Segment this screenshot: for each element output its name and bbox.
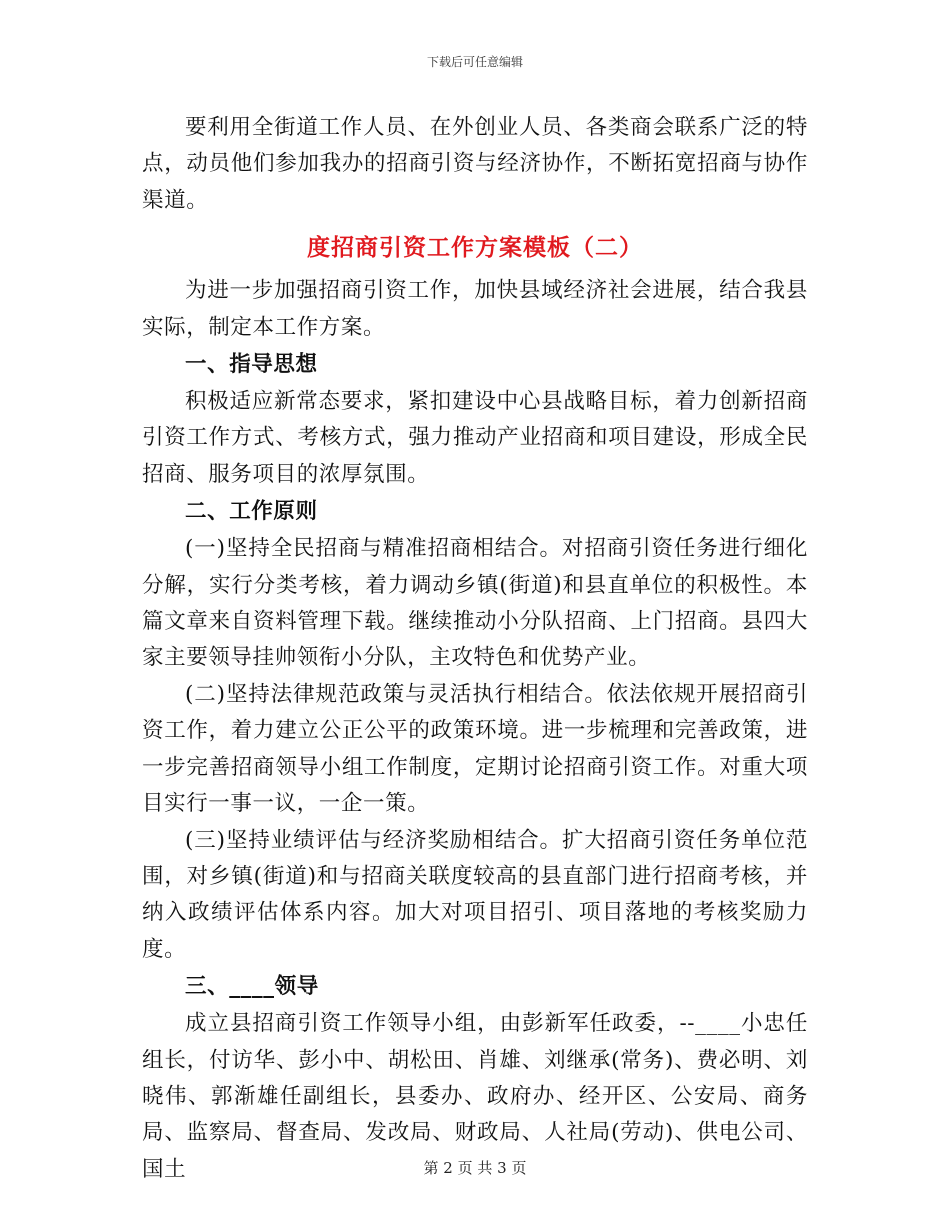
section-heading-guiding-ideology: 一、指导思想 xyxy=(185,352,318,378)
paragraph-principle-1: (一)坚持全民招商与精准招商相结合。对招商引资任务进行细化分解，实行分类考核，着力调动乡镇(街道)和县直单位的积极性。本篇文章来自资料管理下载。继续推动小分队招商、上门招商。县四大家主要领导挂帅领衔小分队，主攻特色和优势产业。 xyxy=(142,536,808,671)
paragraph-intro: 要利用全街道工作人员、在外创业人员、各类商会联系广泛的特点，动员他们参加我办的招商引资与经济协作，不断拓宽招商与协作渠道。 xyxy=(142,115,808,213)
paragraph-guiding-ideology: 积极适应新常态要求，紧扣建设中心县战略目标，着力创新招商引资工作方式、考核方式，强力推动产业招商和项目建设，形成全民招商、服务项目的浓厚氛围。 xyxy=(142,389,808,487)
page-footer: 第 2 页 共 3 页 xyxy=(423,1159,527,1177)
page-header: 下载后可任意编辑 xyxy=(426,55,523,69)
section-heading-work-principles: 二、工作原则 xyxy=(185,499,318,525)
paragraph-principle-2: (二)坚持法律规范政策与灵活执行相结合。依法依规开展招商引资工作，着力建立公正公平的政策环境。进一步梳理和完善政策，进一步完善招商领导小组工作制度，定期讨论招商引资工作。对重大项目实行一事一议，一企一策。 xyxy=(142,681,808,817)
document-body xyxy=(142,110,808,1188)
paragraph-purpose: 为进一步加强招商引资工作，加快县域经济社会进展，结合我县实际，制定本工作方案。 xyxy=(142,278,808,340)
document-title: 度招商引资工作方案模板（二） xyxy=(307,234,643,262)
paragraph-leadership: 成立县招商引资工作领导小组，由彭新军任政委，--____小忠任组长，付访华、彭小中、胡松田、肖雄、刘继承(常务)、费必明、刘晓伟、郭渐雄任副组长，县委办、政府办、经开区、公安局、商务局、监察局、督查局、发改局、财政局、人社局(劳动)、供电公司、国土 xyxy=(142,1011,808,1182)
paragraph-principle-3: (三)坚持业绩评估与经济奖励相结合。扩大招商引资任务单位范围，对乡镇(街道)和与招商关联度较高的县直部门进行招商考核，并纳入政绩评估体系内容。加大对项目招引、项目落地的考核奖励力度。 xyxy=(142,827,808,962)
section-heading-leadership: 三、____领导 xyxy=(185,974,319,1000)
